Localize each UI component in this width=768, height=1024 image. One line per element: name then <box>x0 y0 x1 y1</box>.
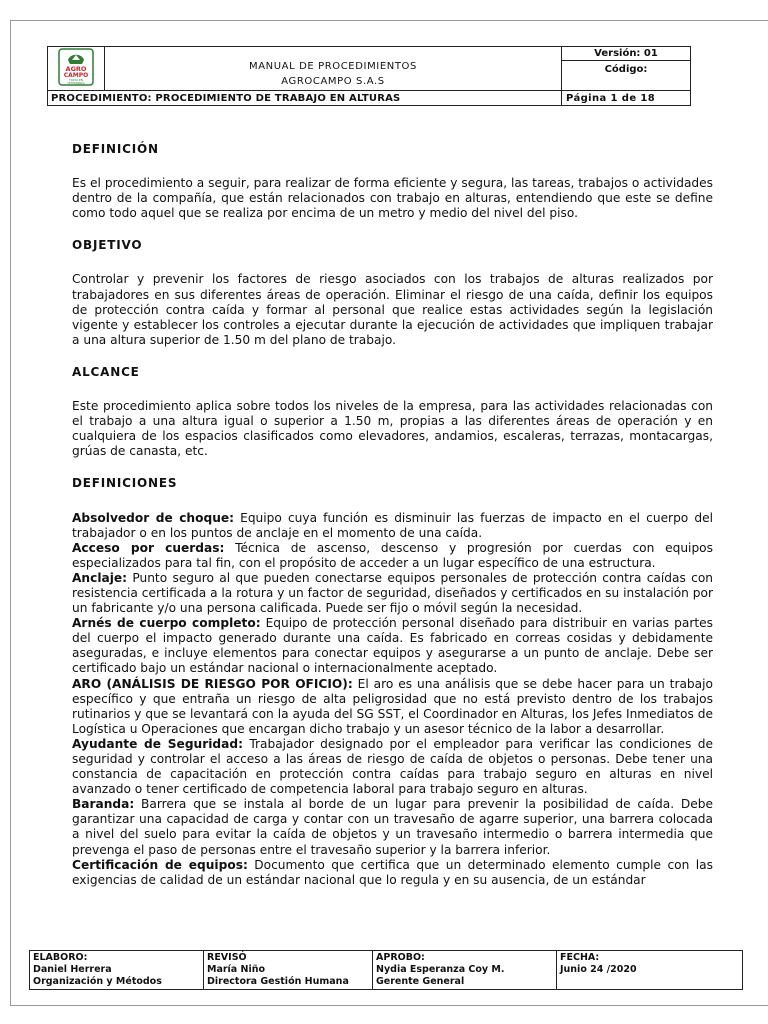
procedure-name: PROCEDIMIENTO: PROCEDIMIENTO DE TRABAJO EN ALTURAS <box>48 91 562 106</box>
definition-term: Certificación de equipos: <box>72 857 248 872</box>
fecha-value: Junio 24 /2020 <box>560 964 637 975</box>
aprobo-label: APROBO: <box>376 952 425 963</box>
definition-text: Equipo de protección personal diseñado para distribuir en varias partes del cuerpo el impacto generado durante una caída. Es fabricado en correas cosidas y debidamente aseguradas, e incluye elementos para conectar equipos y asegurarse a un punto de anclaje. Debe ser certificado bajo un estándar nacional o internacionalmente aceptado. <box>72 616 714 676</box>
definicion-heading: DEFINICIÓN <box>72 142 159 156</box>
reviso-label: REVISÓ <box>207 952 247 963</box>
objetivo-heading: OBJETIVO <box>72 238 143 253</box>
elaboro-name: Daniel Herrera <box>33 964 112 975</box>
logo-text-line3: TODO EN <box>69 78 83 82</box>
document-header <box>47 46 691 106</box>
version-label: Versión: 01 <box>562 47 691 61</box>
alcance-heading: ALCANCE <box>72 364 140 379</box>
definition-item <box>72 858 713 888</box>
definition-term: ARO (ANÁLISIS DE RIESGO POR OFICIO): <box>72 676 353 691</box>
reviso-name: María Niño <box>207 964 266 975</box>
logo-text-campo: CAMPO <box>63 72 89 79</box>
fecha-cell <box>557 951 743 990</box>
definition-item <box>72 797 713 857</box>
manual-title-line1: MANUAL DE PROCEDIMIENTOS <box>249 61 417 72</box>
logo-text-line4: VETERINARIA <box>67 82 85 85</box>
definition-term: Baranda: <box>72 797 135 812</box>
reviso-cell <box>204 951 373 990</box>
definition-text: Equipo cuya función es disminuir las fuerzas de impacto en el cuerpo del trabajador o en los puntos de anclaje en el momento de una caída. <box>72 510 713 540</box>
definition-text: El aro es una análisis que se debe hacer para un trabajo específico y que entraña un riesgo de alta peligrosidad que no está previsto dentro de los trabajos rutinarios y que se levantará con la ayuda del SG SST, el Coordinador en Alturas, los Jefes Inmediatos de Logística u Operaciones que encargan dicho trabajo y un asesor técnico de la labor a desarrollar. <box>72 676 713 736</box>
logo-text-agro: AGRO <box>65 65 87 73</box>
aprobo-cell <box>373 951 557 990</box>
document-body <box>72 142 713 888</box>
definition-item <box>72 677 713 737</box>
manual-title <box>105 47 562 91</box>
agrocampo-logo-icon <box>58 48 94 86</box>
definicion-paragraph: Es el procedimiento a seguir, para realizar de forma eficiente y segura, las tareas, trabajos o actividades dentro de la compañía, que están relacionados con trabajo en alturas, entendiendo que este se define como todo aquel que se realiza por encima de un metro y medio del nivel del piso. <box>72 176 713 221</box>
fecha-label: FECHA: <box>560 952 600 963</box>
aprobo-role: Gerente General <box>376 976 465 987</box>
definition-term: Absolvedor de choque: <box>72 510 235 525</box>
logo-cell <box>48 47 105 91</box>
definition-item <box>72 737 713 797</box>
definiciones-heading: DEFINICIONES <box>72 476 178 491</box>
aprobo-name: Nydia Esperanza Coy M. <box>376 964 505 975</box>
page-number: Página 1 de 18 <box>562 91 691 106</box>
definitions-list <box>72 511 713 888</box>
definition-item <box>72 571 713 616</box>
definition-term: Ayudante de Seguridad: <box>72 736 243 751</box>
elaboro-cell <box>30 951 204 990</box>
definition-item <box>72 511 713 541</box>
manual-title-line2: AGROCAMPO S.A.S <box>281 76 385 87</box>
definition-text: Barrera que se instala al borde de un lugar para prevenir la posibilidad de caída. Debe garantizar una capacidad de carga y contar con un travesaño de agarre superior, una barrera colocada a nivel del suelo para evitar la caída de objetos y un travesaño intermedio o barrera intermedia que prevenga el paso de personas entre el travesaño superior y la barrera inferior. <box>72 797 713 857</box>
definition-term: Arnés de cuerpo completo: <box>72 616 261 631</box>
definition-text: Técnica de ascenso, descenso y progresión por cuerdas con equipos especializados para tal fin, con el propósito de acceder a un lugar específico de una estructura. <box>72 540 713 570</box>
definition-text: Trabajador designado por el empleador para verificar las condiciones de seguridad y controlar el acceso a las áreas de riesgo de caída de objetos o personas. Debe tener una constancia de capacitación en protección contra caídas para trabajo seguro en alturas en nivel avanzado o tener certificado de competencia laboral para trabajo seguro en alturas. <box>72 736 713 797</box>
reviso-role: Directora Gestión Humana <box>207 976 349 987</box>
alcance-paragraph: Este procedimiento aplica sobre todos los niveles de la empresa, para las actividades relacionadas con el trabajo a una altura igual o superior a 1.50 m, propias a las diferentes áreas de operación y en cualquiera de los espacios clasificados como elevadores, andamios, escaleras, terrazas, montacargas, grúas de canasta, etc. <box>72 399 713 459</box>
definition-text: Documento que certifica que un determinado elemento cumple con las exigencias de calidad de un estándar nacional que lo regula y en su ausencia, de un estándar <box>72 857 714 887</box>
definition-term: Anclaje: <box>72 570 128 585</box>
definition-item <box>72 616 713 676</box>
definition-term: Acceso por cuerdas: <box>72 540 225 555</box>
approval-footer <box>29 950 743 990</box>
definition-text: Punto seguro al que pueden conectarse equipos personales de protección contra caídas con resistencia certificada a la rotura y un factor de seguridad, diseñados y certificados en su instalación por un fabricante y/o una persona calificada. Puede ser fijo o móvil según la necesidad. <box>72 570 713 616</box>
objetivo-paragraph: Controlar y prevenir los factores de riesgo asociados con los trabajos de alturas realizados por trabajadores en sus diferentes áreas de operación. Eliminar el riesgo de una caída, definir los equipos de protección contra caída y formar al personal que realice estas actividades según la legislación vigente y establecer los controles a ejecutar durante la ejecución de actividades que impliquen trabajar a una altura superior de 1.50 m del plano de trabajo. <box>72 272 713 347</box>
codigo-label: Código: <box>562 61 691 91</box>
elaboro-label: ELABORO: <box>33 952 88 963</box>
definition-item <box>72 541 713 571</box>
elaboro-role: Organización y Métodos <box>33 976 162 987</box>
